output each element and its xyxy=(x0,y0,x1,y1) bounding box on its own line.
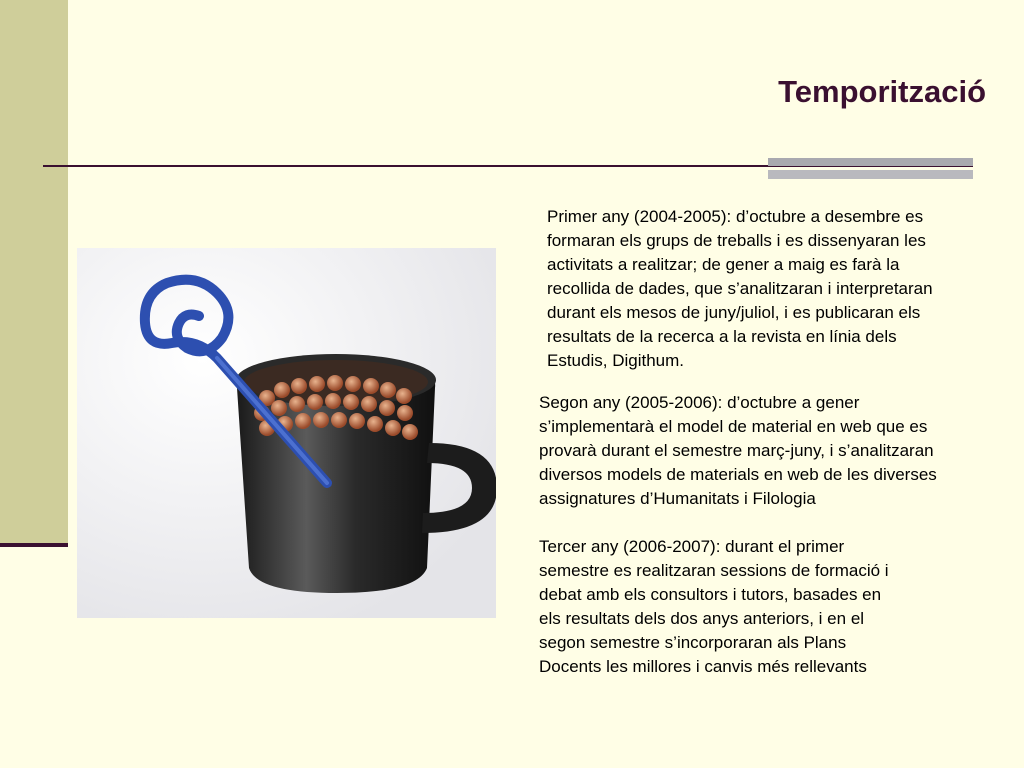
paragraph-line: semestre es realitzaran sessions de formació i xyxy=(539,561,889,580)
paragraph-line: diversos models de materials en web de les diverses xyxy=(539,465,937,484)
pencil-mug-photo xyxy=(77,248,496,618)
paragraph-line: durant els mesos de juny/juliol, i es publicaran els xyxy=(547,303,921,322)
paragraph-line: Primer any (2004-2005): d’octubre a desembre es xyxy=(547,207,924,226)
paragraph-line: Docents les millores i canvis més rellevants xyxy=(539,657,867,676)
left-decorative-bar xyxy=(0,0,68,545)
paragraph-line: debat amb els consultors i tutors, basades en xyxy=(539,585,882,604)
title-accent-bar xyxy=(768,158,973,166)
paragraph-line: activitats a realitzar; de gener a maig es farà la xyxy=(547,255,900,274)
paragraph-line: Estudis, Digithum. xyxy=(547,351,684,370)
paragraph-second-year xyxy=(539,391,1009,511)
paragraph-line: provarà durant el semestre març-juny, i s’analitzaran xyxy=(539,441,934,460)
paragraph-line: resultats de la recerca a la revista en línia dels xyxy=(547,327,897,346)
title-accent-bar-lower xyxy=(768,170,973,179)
paragraph-line: assignatures d’Humanitats i Filologia xyxy=(539,489,816,508)
paragraph-first-year xyxy=(547,205,1007,373)
left-bar-rule xyxy=(0,543,68,547)
paragraph-line: els resultats dels dos anys anteriors, i en el xyxy=(539,609,865,628)
paragraph-line: Segon any (2005-2006): d’octubre a gener xyxy=(539,393,860,412)
paragraph-line: formaran els grups de treballs i es dissenyaran les xyxy=(547,231,926,250)
paragraph-line: Tercer any (2006-2007): durant el primer xyxy=(539,537,845,556)
paragraph-third-year xyxy=(539,535,969,679)
slide-title: Temporització xyxy=(778,74,986,109)
paragraph-line: segon semestre s’incorporaran als Plans xyxy=(539,633,847,652)
paragraph-line: s’implementarà el model de material en web que es xyxy=(539,417,928,436)
paragraph-line: recollida de dades, que s’analitzaran i interpretaran xyxy=(547,279,933,298)
